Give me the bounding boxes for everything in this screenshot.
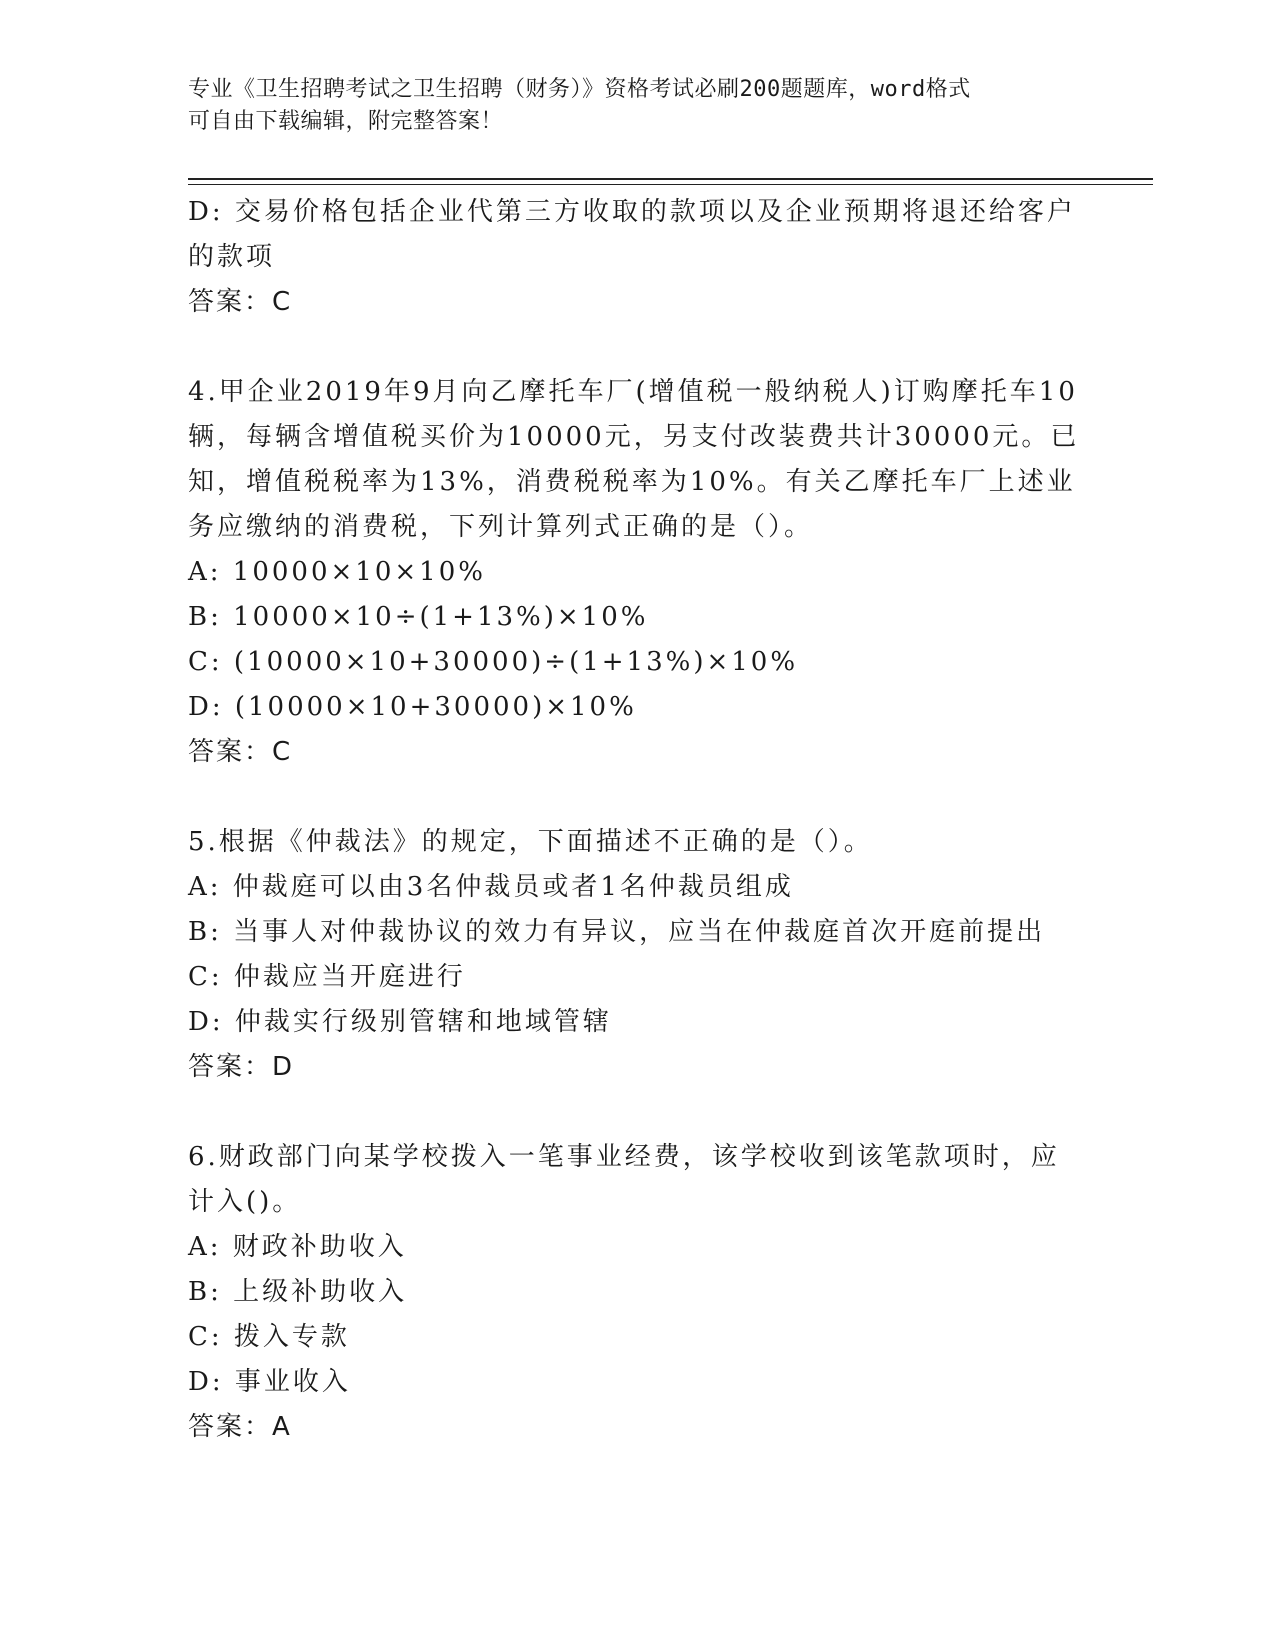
question-text: 5.根据《仲裁法》的规定，下面描述不正确的是（）。 <box>188 827 873 857</box>
option-d: D: 交易价格包括企业代第三方收取的款项以及企业预期将退还给客户 <box>188 197 1076 227</box>
question-text: 辆，每辆含增值税买价为10000元，另支付改装费共计30000元。已 <box>188 422 1080 452</box>
question-block <box>188 190 1088 325</box>
question-text: 6.财政部门向某学校拨入一笔事业经费，该学校收到该笔款项时，应 <box>188 1142 1060 1172</box>
option-c: C: (10000×10+30000)÷(1+13%)×10% <box>188 647 799 677</box>
question-block <box>188 1135 1088 1450</box>
question-list <box>188 190 1088 1450</box>
document-header <box>188 74 1068 138</box>
answer: 答案：A <box>188 1412 292 1442</box>
header-divider-thin <box>188 184 1153 185</box>
question-block <box>188 820 1088 1090</box>
option-d-continued: 的款项 <box>188 242 276 272</box>
question-text: 务应缴纳的消费税，下列计算列式正确的是（）。 <box>188 512 814 542</box>
question-text: 知，增值税税率为13%，消费税税率为10%。有关乙摩托车厂上述业 <box>188 467 1076 497</box>
question-text: 4.甲企业2019年9月向乙摩托车厂(增值税一般纳税人)订购摩托车10 <box>188 377 1078 407</box>
option-d: D: (10000×10+30000)×10% <box>188 692 637 722</box>
option-d: D: 事业收入 <box>188 1367 351 1397</box>
option-a: A: 财政补助收入 <box>188 1232 407 1262</box>
answer: 答案：C <box>188 287 293 317</box>
question-text: 计入()。 <box>188 1187 302 1217</box>
header-divider-thick <box>188 178 1153 180</box>
option-b: B: 10000×10÷(1+13%)×10% <box>188 602 649 632</box>
option-b: B: 当事人对仲裁协议的效力有异议，应当在仲裁庭首次开庭前提出 <box>188 917 1046 947</box>
answer: 答案：C <box>188 737 293 767</box>
option-b: B: 上级补助收入 <box>188 1277 408 1307</box>
header-line-1: 专业《卫生招聘考试之卫生招聘（财务）》资格考试必刷200题题库，word格式 <box>188 77 971 102</box>
header-line-2: 可自由下载编辑，附完整答案！ <box>188 109 504 134</box>
option-d: D: 仲裁实行级别管辖和地域管辖 <box>188 1007 612 1037</box>
option-a: A: 仲裁庭可以由3名仲裁员或者1名仲裁员组成 <box>188 872 794 902</box>
option-c: C: 拨入专款 <box>188 1322 350 1352</box>
option-a: A: 10000×10×10% <box>188 557 486 587</box>
option-c: C: 仲裁应当开庭进行 <box>188 962 466 992</box>
answer: 答案：D <box>188 1052 295 1082</box>
question-block <box>188 370 1088 775</box>
